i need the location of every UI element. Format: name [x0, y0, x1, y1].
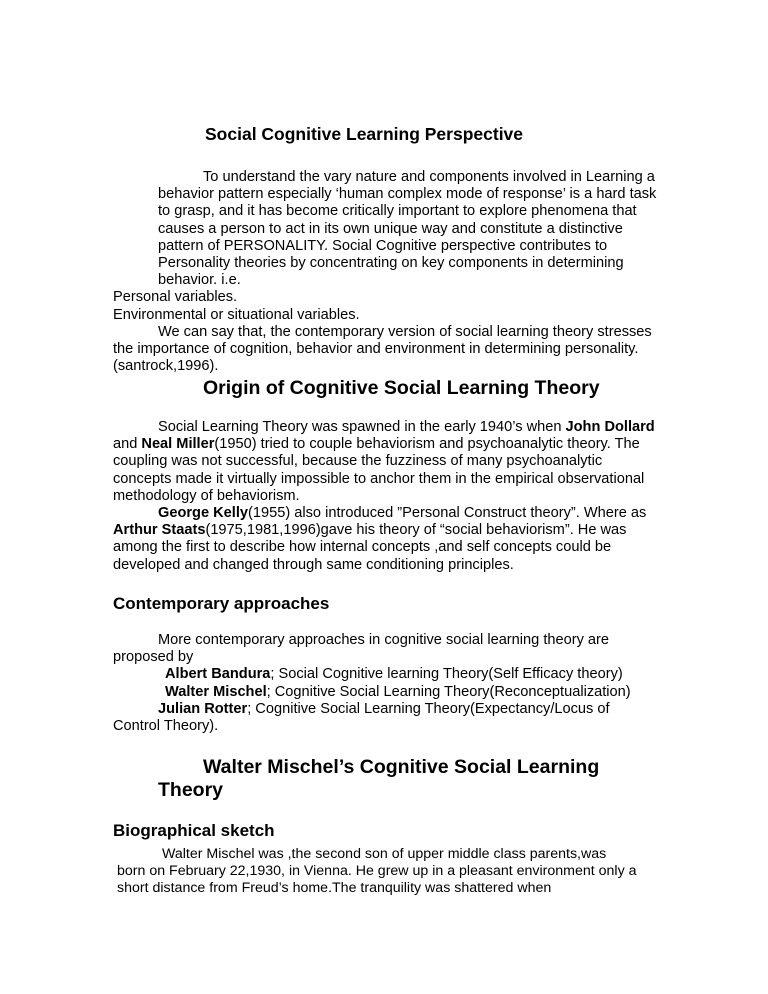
- section-origin-body: [113, 419, 658, 574]
- section-biographical-body: [117, 846, 637, 898]
- section-title-mischel-line2: Theory: [158, 779, 224, 801]
- person-name: Neal Miller: [141, 436, 215, 453]
- text: ; Cognitive Social Learning Theory(Expectancy/Locus of Control Theory).: [113, 700, 610, 735]
- paragraph: [113, 419, 658, 505]
- text: (1955) also introduced ”Personal Construct theory”. Where as: [248, 505, 647, 522]
- section-social-cognitive-body: [113, 169, 658, 375]
- list-item: Environmental or situational variables.: [113, 306, 360, 323]
- text: ; Cognitive Social Learning Theory(Reconceptualization): [266, 683, 631, 700]
- list-item: Personal variables.: [113, 289, 238, 306]
- list-item: [113, 701, 658, 735]
- section-title-biographical: Biographical sketch: [113, 821, 275, 840]
- paragraph: Walter Mischel was ,the second son of upper middle class parents,was born on February 22,1930, in Vienna. He grew up in a pleasant environment only a short distance from Freud’s home.The tranquility was shattered when: [117, 846, 637, 897]
- text: and: [113, 436, 142, 453]
- text: (1950) tried to couple behaviorism and psychoanalytic theory. The coupling was not successful, because the fuzziness of many psychoanalytic concepts made it virtually impossible to anchor them in the empirical observational methodology of behaviorism.: [113, 436, 645, 504]
- section-title-social-cognitive: Social Cognitive Learning Perspective: [205, 124, 524, 144]
- text: ; Social Cognitive learning Theory(Self Efficacy theory): [270, 666, 623, 683]
- section-title-contemporary: Contemporary approaches: [113, 594, 330, 613]
- text: (1975,1981,1996)gave his theory of “social behaviorism”. He was among the first to describe how internal concepts ,and self concepts could be developed and changed through same conditioning principles.: [113, 522, 627, 573]
- person-name: John Dollard: [565, 419, 655, 435]
- list-item: [113, 666, 658, 683]
- person-name: Julian Rotter: [158, 700, 248, 717]
- list-item: [113, 684, 658, 701]
- paragraph: We can say that, the contemporary version of social learning theory stresses the importance of cognition, behavior and environment in determining personality.(santrock,1996).: [113, 323, 652, 375]
- person-name: Arthur Staats: [113, 522, 206, 539]
- text: Social Learning Theory was spawned in the early 1940’s when: [158, 419, 566, 435]
- paragraph: [113, 505, 658, 574]
- person-name: George Kelly: [158, 505, 249, 522]
- section-title-origin: Origin of Cognitive Social Learning Theory: [203, 377, 600, 399]
- person-name: Walter Mischel: [165, 683, 267, 700]
- person-name: Albert Bandura: [165, 666, 271, 683]
- paragraph: More contemporary approaches in cognitive social learning theory are proposed by: [113, 632, 610, 666]
- section-contemporary-body: [113, 632, 658, 735]
- paragraph: To understand the vary nature and components involved in Learning a behavior pattern especially ‘human complex mode of response’ is a hard task to grasp, and it has become critically important to explore phenomena that causes a person to act in its own unique way and constitute a distinctive pattern of PERSONALITY. Social Cognitive perspective contributes to Personality theories by concentrating on key components in determining behavior. i.e.: [158, 169, 657, 289]
- section-title-mischel-line1: Walter Mischel’s Cognitive Social Learning: [203, 756, 600, 778]
